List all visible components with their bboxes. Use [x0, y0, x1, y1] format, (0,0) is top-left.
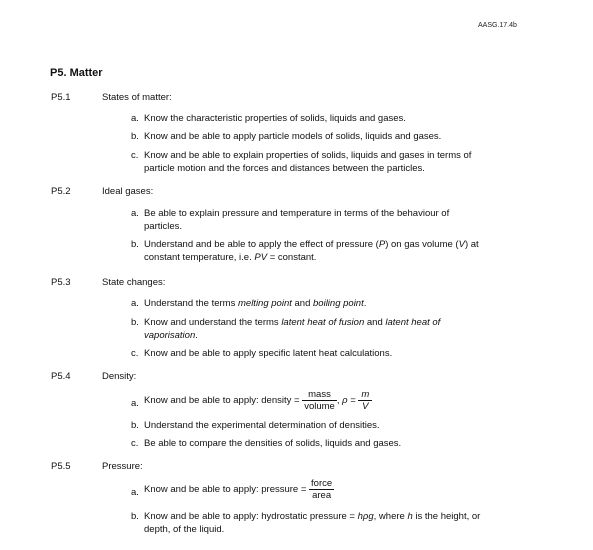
item-text-line: particle motion and the forces and distances between the particles.	[144, 162, 425, 174]
item-letter: b.	[131, 239, 139, 250]
item-text-line: Be able to explain pressure and temperature in terms of the behaviour of	[144, 208, 450, 219]
section-code: P5.1	[51, 92, 71, 103]
item-text: Know and be able to apply specific latent heat calculations.	[144, 348, 393, 359]
section-heading: Ideal gases:	[102, 186, 154, 197]
item-text: Understand the experimental determination of densities.	[144, 420, 380, 431]
rho-fraction: $\frac{m}{V}$	[358, 389, 372, 412]
list-item	[131, 131, 551, 144]
item-text: Be able to compare the densities of solids, liquids and gases.	[144, 438, 402, 449]
section-code: P5.4	[51, 371, 71, 382]
item-text-line: Know and be able to explain properties of solids, liquids and gases in terms of	[144, 150, 472, 161]
item-text-line: depth, of the liquid.	[144, 523, 225, 535]
item-letter: c.	[131, 150, 139, 161]
item-letter: a.	[131, 113, 139, 124]
item-letter: b.	[131, 511, 139, 522]
list-item	[131, 317, 551, 342]
list-item	[131, 113, 551, 126]
page-title: P5. Matter	[50, 67, 103, 79]
item-text-line: Understand and be able to apply the effect of pressure (P) on gas volume (V) at	[144, 239, 479, 250]
item-text-line: particles.	[144, 220, 183, 232]
item-letter: a.	[131, 298, 139, 309]
item-letter: c.	[131, 438, 139, 449]
section-code: P5.3	[51, 277, 71, 288]
list-item	[131, 511, 551, 536]
section-code: P5.2	[51, 186, 71, 197]
item-text: Know and be able to apply: density = $\frac{\text{mass}}{\text{volume}}$ , ρ = $\frac{m}{V}$	[144, 389, 551, 412]
section-heading: Density:	[102, 371, 137, 382]
list-item	[131, 438, 551, 451]
item-text-line: Know and be able to apply: hydrostatic pressure = hρg, where h is the height, or	[144, 511, 481, 522]
list-item	[131, 348, 551, 361]
item-text-line: constant temperature, i.e. PV = constant.	[144, 251, 317, 263]
section-heading: Pressure:	[102, 461, 143, 472]
list-item	[131, 208, 551, 233]
list-item	[131, 389, 551, 412]
list-item	[131, 420, 551, 433]
item-text: Know the characteristic properties of solids, liquids and gases.	[144, 113, 406, 124]
item-text-line: vaporisation.	[144, 329, 198, 341]
section-heading: States of matter:	[102, 92, 172, 103]
item-letter: a.	[131, 398, 139, 409]
item-letter: b.	[131, 131, 139, 142]
pressure-fraction: $\frac{\text{force}}{\text{area}}$	[311, 478, 333, 501]
item-text: Know and be able to apply particle models of solids, liquids and gases.	[144, 131, 442, 142]
list-item	[131, 478, 551, 501]
item-letter: a.	[131, 208, 139, 219]
list-item	[131, 239, 551, 264]
item-text: Understand the terms melting point and boiling point.	[144, 298, 367, 309]
item-letter: b.	[131, 317, 139, 328]
item-letter: a.	[131, 487, 139, 498]
section-code: P5.5	[51, 461, 71, 472]
list-item	[131, 150, 551, 175]
item-letter: b.	[131, 420, 139, 431]
item-letter: c.	[131, 348, 139, 359]
list-item	[131, 298, 551, 311]
item-text-line: Know and understand the terms latent heat of fusion and latent heat of	[144, 317, 441, 328]
density-fraction: $\frac{\text{mass}}{\text{volume}}$	[304, 389, 335, 412]
document-reference: AASG.17.4b	[478, 22, 517, 29]
item-text: Know and be able to apply: pressure = $\frac{\text{force}}{\text{area}}$	[144, 478, 333, 501]
section-heading: State changes:	[102, 277, 166, 288]
